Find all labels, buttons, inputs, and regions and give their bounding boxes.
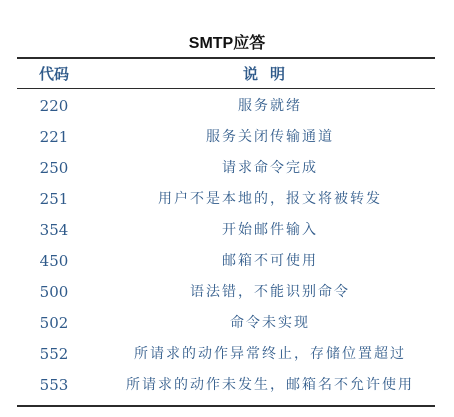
header-code: 代码 — [38, 65, 69, 83]
reply-description: 邮箱不可使用 — [222, 253, 318, 269]
table-row — [0, 184, 454, 215]
reply-description: 所请求的动作异常终止，存储位置超过 — [134, 346, 406, 362]
reply-code: 500 — [39, 283, 69, 301]
reply-code: 502 — [39, 314, 69, 332]
reply-description: 服务关闭传输通道 — [206, 129, 334, 145]
header-rule — [17, 88, 435, 89]
reply-description: 语法错，不能识别命令 — [190, 284, 350, 300]
reply-code: 250 — [39, 159, 69, 177]
header-description: 说明 — [242, 65, 297, 83]
table-row — [0, 277, 454, 308]
table-row — [0, 122, 454, 153]
reply-code: 450 — [39, 252, 69, 270]
reply-code: 354 — [39, 221, 69, 239]
table-row — [0, 246, 454, 277]
bottom-rule — [17, 405, 435, 407]
reply-description: 所请求的动作未发生，邮箱名不允许使用 — [126, 377, 414, 393]
reply-code: 552 — [39, 345, 69, 363]
table-row — [0, 308, 454, 339]
reply-description: 命令未实现 — [230, 315, 310, 331]
reply-code: 553 — [39, 376, 69, 394]
reply-description: 开始邮件输入 — [222, 222, 318, 238]
table-body — [0, 91, 454, 401]
table-row — [0, 91, 454, 122]
reply-code: 221 — [39, 128, 69, 146]
top-rule — [17, 57, 435, 59]
table-title: SMTP应答 — [188, 35, 266, 52]
reply-description: 服务就绪 — [238, 98, 302, 114]
table-row — [0, 370, 454, 401]
reply-description: 用户不是本地的，报文将被转发 — [158, 191, 382, 207]
table-row — [0, 153, 454, 184]
reply-description: 请求命令完成 — [222, 160, 318, 176]
table-header — [0, 62, 454, 86]
reply-code: 220 — [39, 97, 69, 115]
table-row — [0, 339, 454, 370]
reply-code: 251 — [39, 190, 69, 208]
table-row — [0, 215, 454, 246]
